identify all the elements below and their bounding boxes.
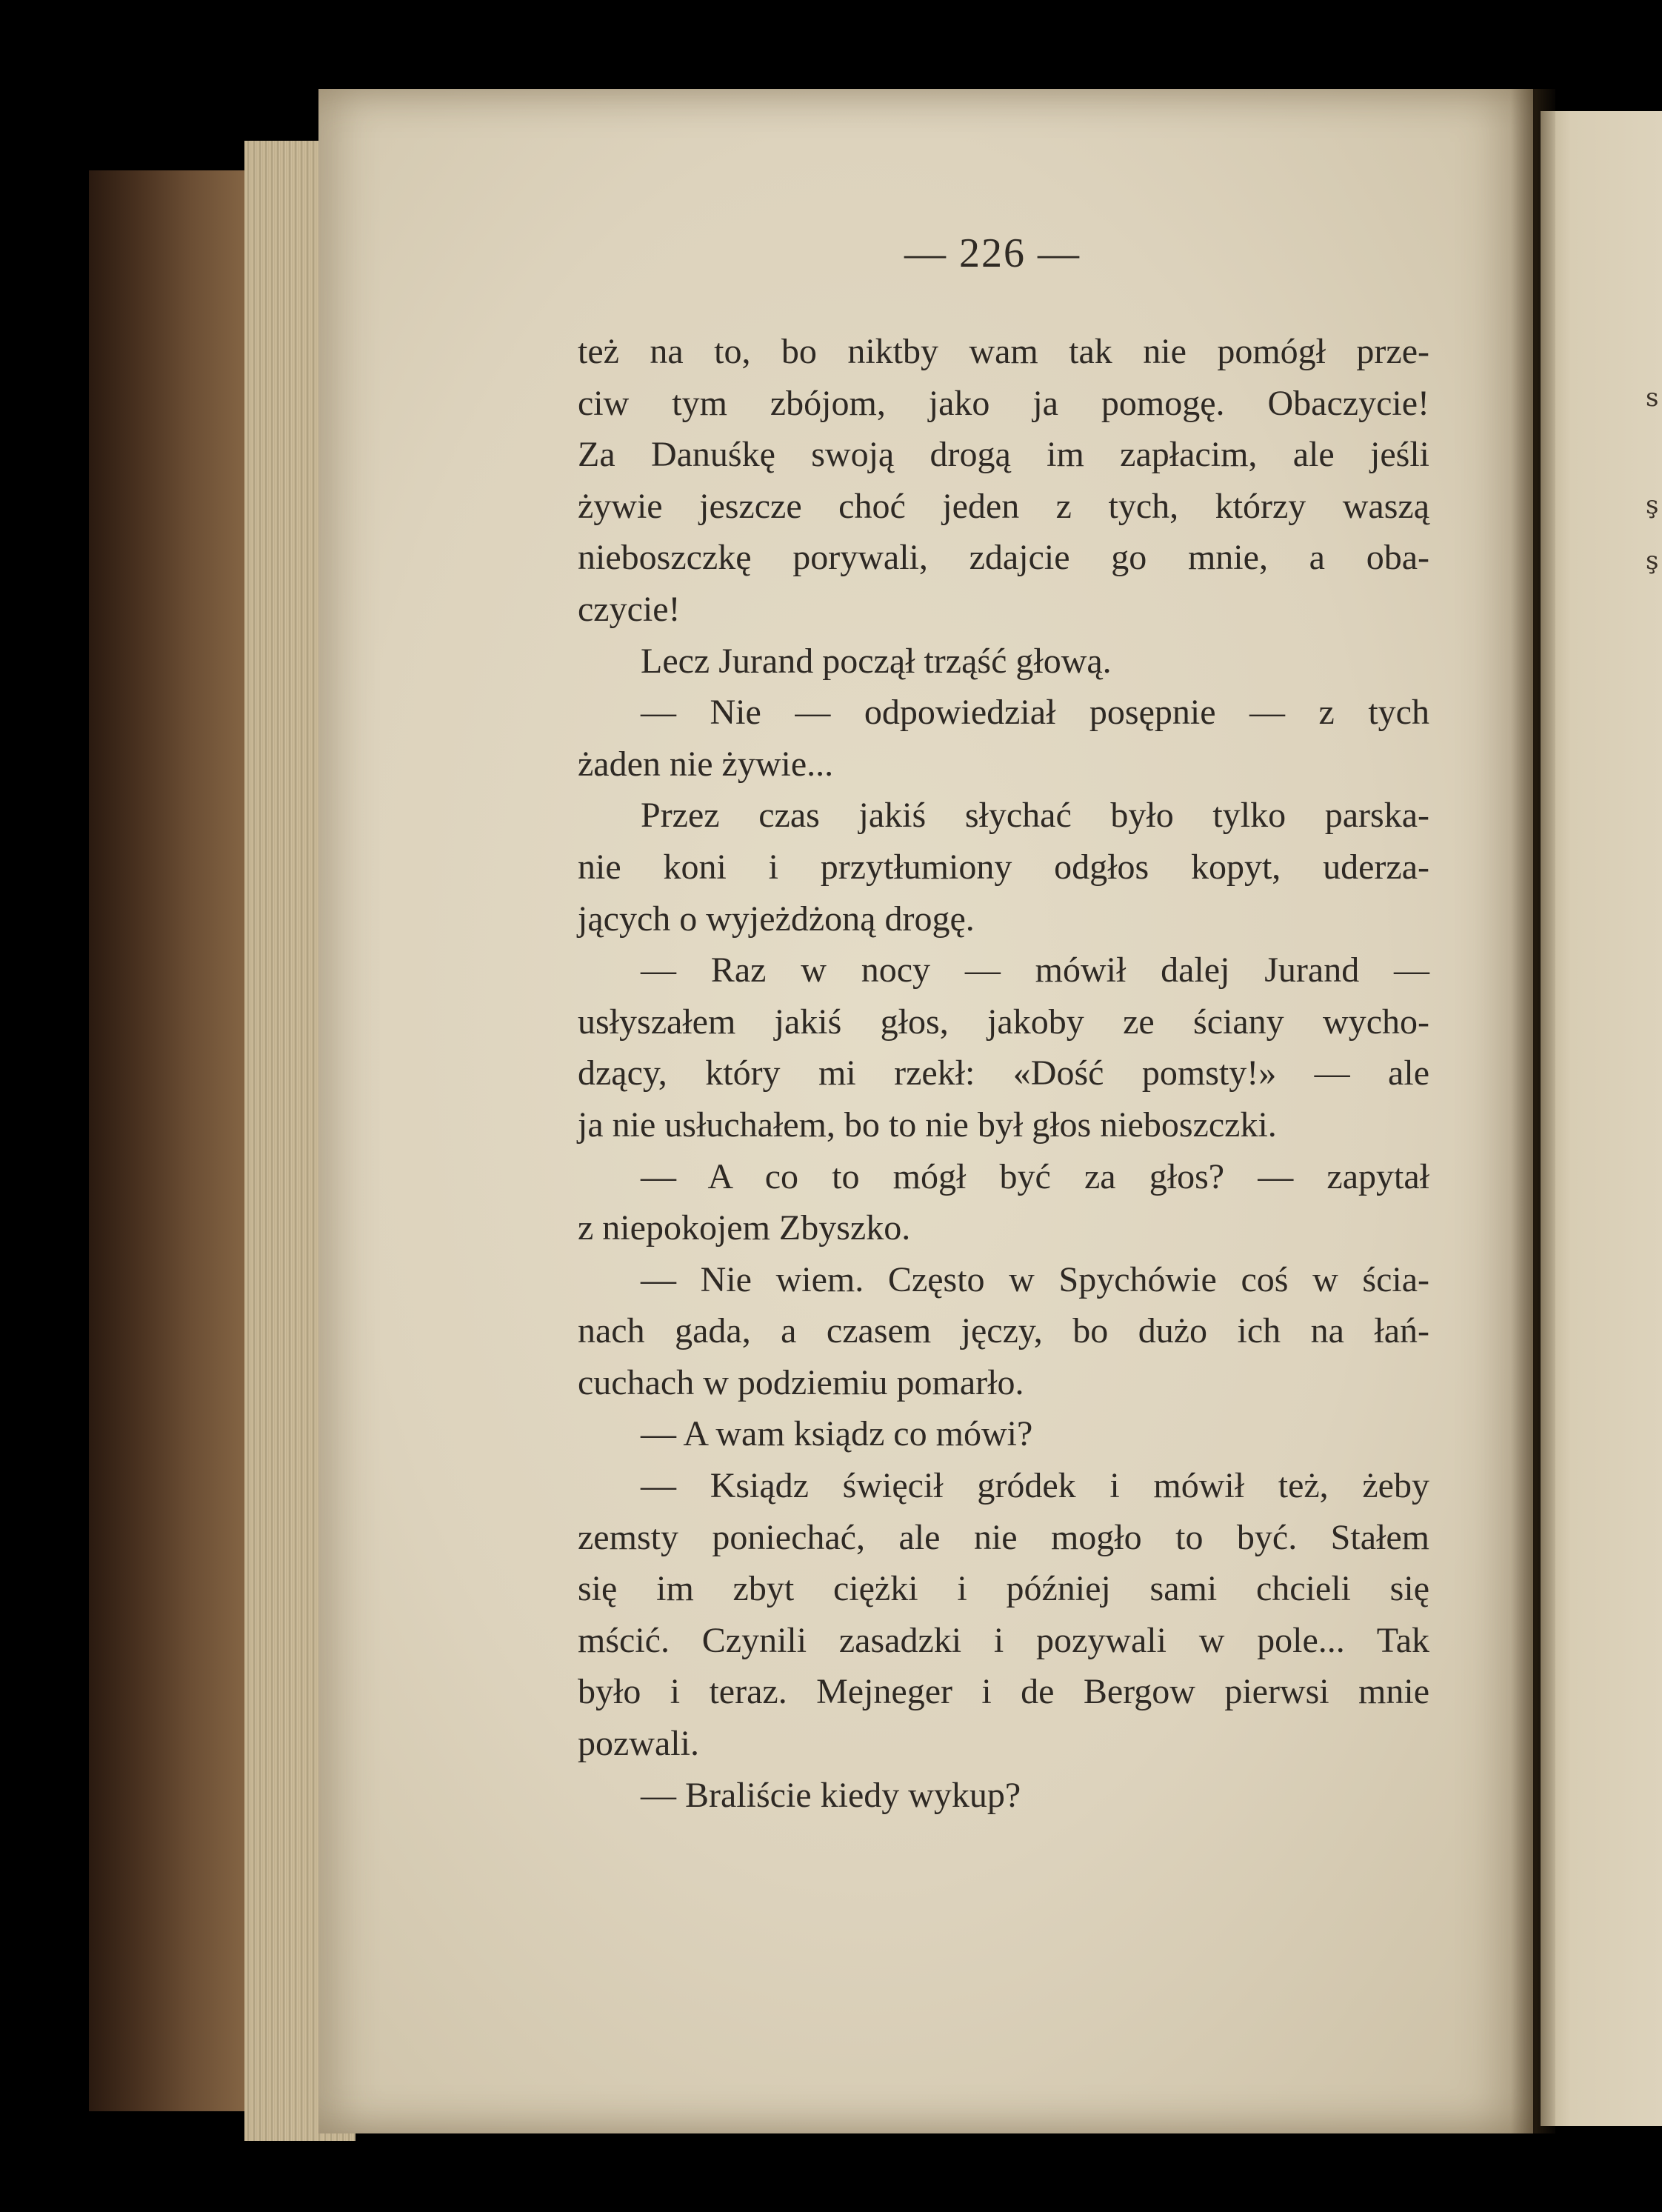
text-line: nieboszczkę porywali, zdajcie go mnie, a oba- xyxy=(578,538,1429,578)
text-line: — A wam ksiądz co mówi? xyxy=(641,1414,1033,1454)
text-line: dzący, który mi rzekł: «Dość pomsty!» — ale xyxy=(578,1053,1429,1093)
text-line: — Ksiądz święcił gródek i mówił też, żeby xyxy=(641,1466,1429,1506)
text-line: też na to, bo niktby wam tak nie pomógł prze- xyxy=(578,332,1429,371)
text-line: z niepokojem Zbyszko. xyxy=(578,1208,911,1248)
text-line: ja nie usłuchałem, bo to nie był głos nieboszczki. xyxy=(578,1105,1277,1145)
page-text xyxy=(578,326,1429,1821)
text-line: Lecz Jurand począł trząść głową. xyxy=(641,641,1112,681)
book-cover-edge xyxy=(89,170,259,2111)
text-line: było i teraz. Mejneger i de Bergow pierwsi mnie xyxy=(578,1672,1429,1712)
text-line: — A co to mógł być za głos? — zapytał xyxy=(641,1156,1429,1196)
text-line: Za Danuśkę swoją drogą im zapłacim, ale jeśli xyxy=(578,435,1429,475)
text-line: — Raz w nocy — mówił dalej Jurand — xyxy=(641,950,1429,990)
text-line: cuchach w podziemiu pomarło. xyxy=(578,1362,1024,1402)
text-line: żaden nie żywie... xyxy=(578,744,834,784)
text-line: ciw tym zbójom, jako ja pomogę. Obaczycie! xyxy=(578,383,1429,423)
right-page-char: ş xyxy=(1646,490,1659,520)
book-gutter xyxy=(1511,89,1555,2133)
text-line: jących o wyjeżdżoną drogę. xyxy=(578,899,975,939)
text-line: nach gada, a czasem jęczy, bo dużo ich na łań- xyxy=(578,1311,1429,1351)
right-page-sliver xyxy=(1541,111,1662,2126)
text-line: zemsty poniechać, ale nie mogło to być. Stałem xyxy=(578,1517,1429,1557)
text-line: się im zbyt ciężki i później sami chcieli się xyxy=(578,1569,1429,1609)
text-line: pozwali. xyxy=(578,1724,699,1764)
right-page-char: s xyxy=(1646,383,1659,413)
text-line: — Braliście kiedy wykup? xyxy=(641,1775,1021,1815)
page-number: — 226 — xyxy=(904,230,1081,276)
text-line: nie koni i przytłumiony odgłos kopyt, uderza- xyxy=(578,847,1429,887)
text-line: mścić. Czynili zasadzki i pozywali w pole... Tak xyxy=(578,1620,1429,1660)
text-line: żywie jeszcze choć jeden z tych, którzy waszą xyxy=(578,486,1429,526)
text-line: Przez czas jakiś słychać było tylko parska- xyxy=(641,796,1429,836)
text-line: czycie! xyxy=(578,589,681,629)
right-page-char: ş xyxy=(1646,546,1659,576)
text-line: — Nie wiem. Często w Spychówie coś w ścia- xyxy=(641,1259,1429,1299)
text-line: usłyszałem jakiś głos, jakoby ze ściany wycho- xyxy=(578,1002,1429,1042)
text-line: — Nie — odpowiedział posępnie — z tych xyxy=(641,693,1429,733)
